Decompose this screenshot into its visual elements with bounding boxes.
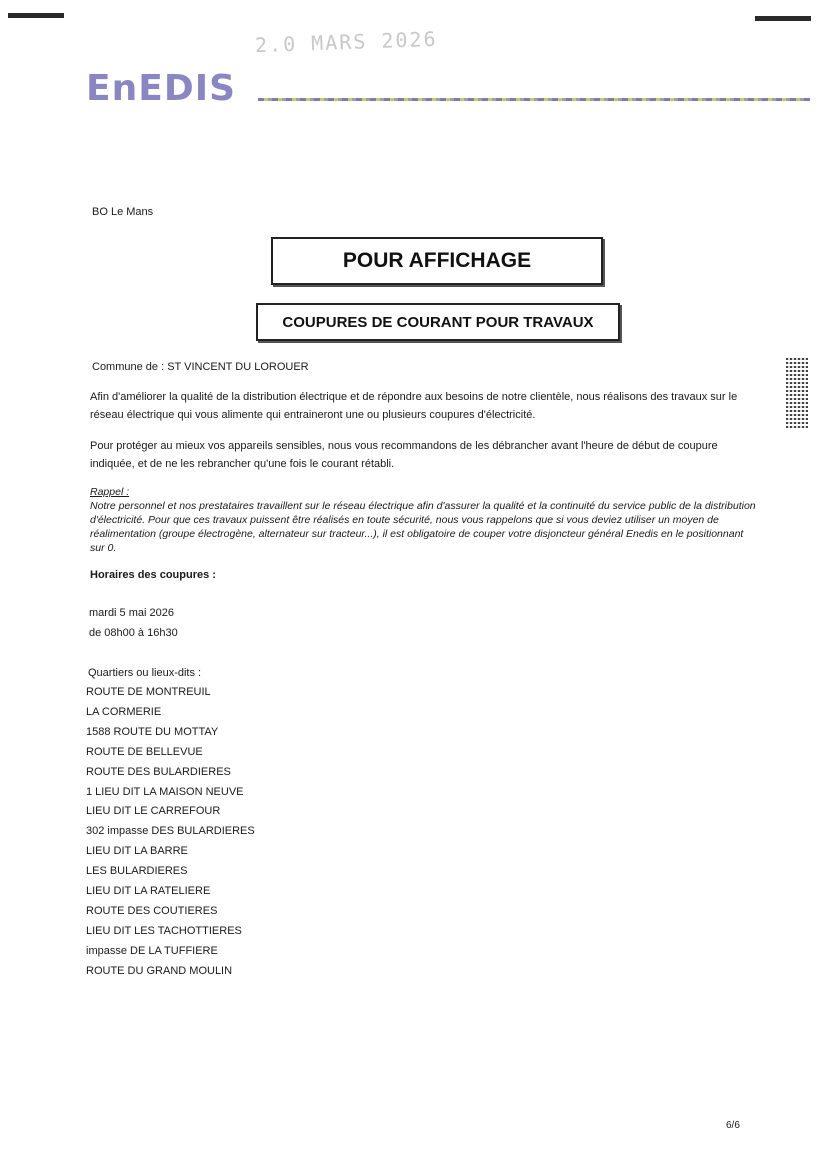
sender-label: BO Le Mans xyxy=(92,206,154,218)
intro-paragraph: Afin d'améliorer la qualité de la distribution électrique et de répondre aux besoins de notre clientèle, nous réalisons des travaux sur le réseau électrique qui vous alimente qui entraineront une ou plusieurs coupures d'électricité. xyxy=(90,391,738,421)
location-item: ROUTE DES BULARDIERES xyxy=(86,766,231,778)
datamatrix-code xyxy=(786,358,808,428)
location-item: LIEU DIT LA BARRE xyxy=(86,845,188,857)
scan-mark-right xyxy=(755,16,811,21)
location-item: impasse DE LA TUFFIERE xyxy=(86,945,218,957)
location-item: ROUTE DE BELLEVUE xyxy=(86,746,203,758)
page-title: POUR AFFICHAGE xyxy=(342,249,532,272)
location-item: 1588 ROUTE DU MOTTAY xyxy=(86,726,219,738)
reminder-label-text: Rappel : xyxy=(90,486,130,498)
reminder-text: Notre personnel et nos prestataires travaillent sur le réseau électrique afin d'assurer la qualité et la continuité du service public de la distribution d'électricité. Pour que ces travaux puissent être réalisés en toute sécurité, nous vous rappelons que si vous deviez utiliser un moyen de réalimentation (groupe électrogène, alternateur sur tracteur...), il est obligatoire de couper votre disjoncteur général Enedis en le positionnant sur 0. xyxy=(90,500,756,554)
location-item: LA CORMERIE xyxy=(86,706,162,718)
reminder-label xyxy=(90,485,760,499)
page-subtitle: COUPURES DE COURANT POUR TRAVAUX xyxy=(282,313,594,331)
commune-label: Commune de : ST VINCENT DU LOROUER xyxy=(92,361,309,373)
location-item: ROUTE DES COUTIERES xyxy=(86,905,218,917)
schedule-heading: Horaires des coupures : xyxy=(90,569,216,581)
subtitle-box xyxy=(256,303,620,341)
location-item: LIEU DIT LA RATELIERE xyxy=(86,885,211,897)
date-stamp: 2.0 MARS 2026 xyxy=(254,26,438,58)
schedule-date: mardi 5 mai 2026 xyxy=(89,607,174,619)
advice-paragraph: Pour protéger au mieux vos appareils sensibles, nous vous recommandons de les débrancher avant l'heure de début de coupure indiquée, et de ne les rebrancher qu'une fois le courant rétabli. xyxy=(90,440,718,470)
location-item: LES BULARDIERES xyxy=(86,865,188,877)
enedis-logo: EnEDIS xyxy=(86,68,237,109)
page-number: 6/6 xyxy=(726,1120,740,1131)
location-item: LIEU DIT LES TACHOTTIERES xyxy=(86,925,242,937)
location-item: LIEU DIT LE CARREFOUR xyxy=(86,805,221,817)
location-item: ROUTE DU GRAND MOULIN xyxy=(86,965,233,977)
schedule-time: de 08h00 à 16h30 xyxy=(89,627,178,639)
scan-mark-left xyxy=(8,13,64,18)
location-item: 302 impasse DES BULARDIERES xyxy=(86,825,255,837)
logo-divider-line xyxy=(258,98,810,101)
page-title-box xyxy=(271,237,603,285)
locations-heading: Quartiers ou lieux-dits : xyxy=(88,667,202,679)
location-item: ROUTE DE MONTREUIL xyxy=(86,686,211,698)
location-item: 1 LIEU DIT LA MAISON NEUVE xyxy=(86,786,244,798)
